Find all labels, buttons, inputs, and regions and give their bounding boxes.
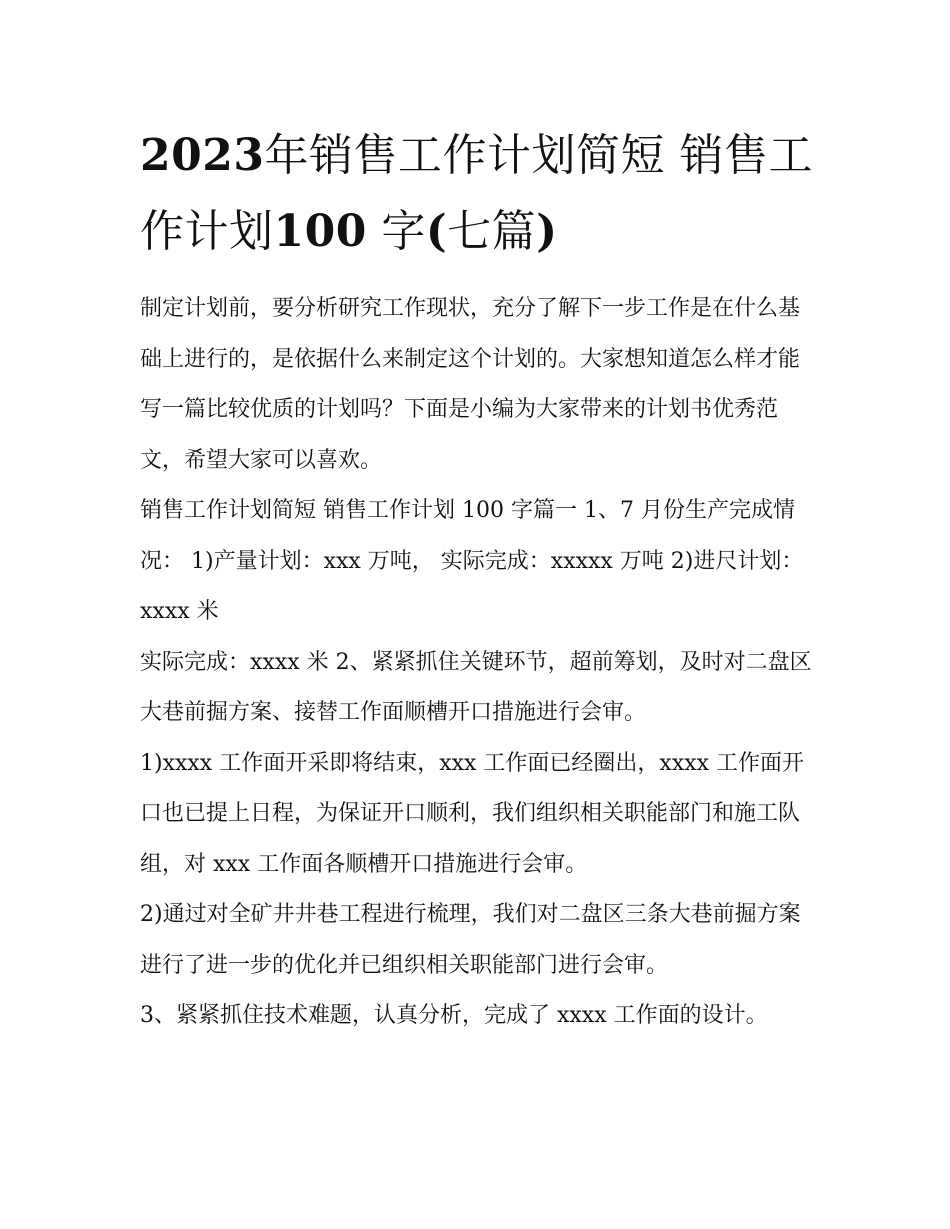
title-part: 100 (273, 206, 367, 257)
title-part: ) (536, 206, 558, 257)
title-part: 2023 (140, 130, 265, 181)
title-part: 七篇 (447, 206, 537, 257)
body-paragraph: 1)xxxx 工作面开采即将结束，xxx 工作面已经圈出，xxxx 工作面开口也已提上日程，为保证开口顺利，我们组织相关职能部门和施工队组，对 xxx 工作面各顺槽开口措施进行会审。 (140, 750, 805, 877)
intro-paragraph: 制定计划前，要分析研究工作现状，充分了解下一步工作是在什么基础上进行的，是依据什么来制定这个计划的。大家想知道怎么样才能写一篇比较优质的计划吗？下面是小编为大家带来的计划书优秀范文，希望大家可以喜欢。 (140, 296, 801, 473)
body-paragraph: 3、紧紧抓住技术难题，认真分析，完成了 xxxx 工作面的设计。 (140, 1003, 768, 1028)
document-body (140, 284, 820, 1042)
document-page (140, 118, 820, 1042)
body-paragraph: 2)通过对全矿井井巷工程进行梳理，我们对二盘区三条大巷前掘方案进行了进一步的优化并已组织相关职能部门进行会审。 (140, 902, 801, 978)
title-part: 字 (366, 206, 426, 257)
body-paragraph: 实际完成：xxxx 米 2、紧紧抓住关键环节，超前筹划，及时对二盘区大巷前掘方案、接替工作面顺槽开口措施进行会审。 (140, 649, 812, 725)
title-part: 年销售工作计划简短 销售工作计划 (140, 130, 813, 257)
body-paragraph: 销售工作计划简短 销售工作计划 100 字篇一 1、7 月份生产完成情况： 1)产量计划：xxx 万吨， 实际完成：xxxxx 万吨 2)进尺计划：xxxx 米 (140, 498, 804, 624)
title-part: ( (425, 206, 448, 257)
document-title (140, 118, 820, 270)
